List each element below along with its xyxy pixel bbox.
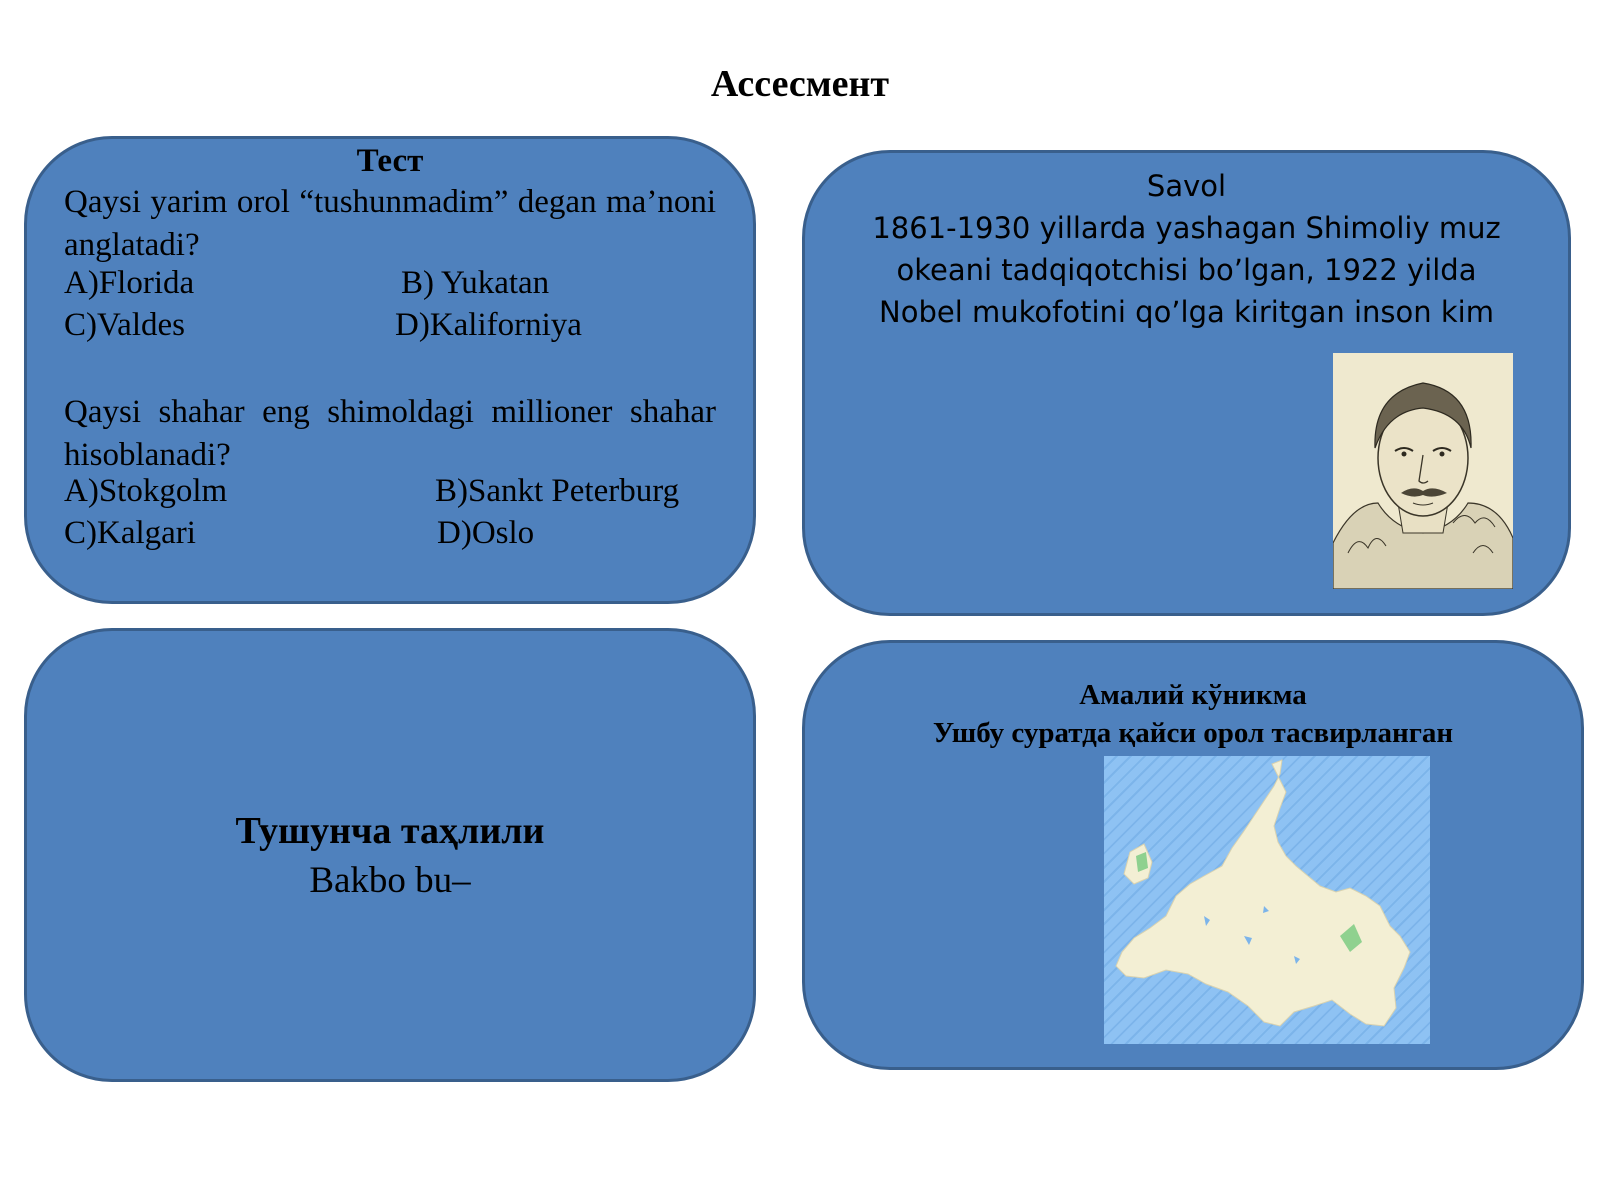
question-2-option-a: A)Stokgolm (64, 473, 228, 509)
question-1 (64, 181, 716, 267)
explorer-portrait-image (1333, 353, 1513, 589)
question-1-option-d: D)Kaliforniya (395, 307, 582, 343)
question-2-option-c: C)Kalgari (64, 515, 196, 551)
question-1-option-a: A)Florida (64, 265, 195, 301)
test-card (24, 136, 756, 604)
savol-heading: Savol (1146, 169, 1227, 203)
question-1-option-b: B) Yukatan (401, 265, 550, 301)
page-title: Ассесмент (710, 63, 890, 105)
savol-line: okeani tadqiqotchisi bo’lgan, 1922 yilda (896, 253, 1477, 287)
test-heading: Тест (356, 143, 424, 179)
savol-line: Nobel mukofotini qo’lga kiritgan inson kim (879, 295, 1494, 329)
question-1-text: Qaysi yarim orol “tushunmadim” degan ma’noni anglatadi? (64, 184, 716, 263)
question-2 (64, 391, 716, 477)
island-map-image (1104, 756, 1430, 1044)
concept-subtitle: Bakbo bu– (309, 860, 471, 901)
savol-text (845, 165, 1528, 333)
question-1-option-c: C)Valdes (64, 307, 185, 343)
skill-title: Амалий кўникма (1079, 679, 1307, 711)
savol-line: 1861-1930 yillarda yashagan Shimoliy muz (872, 211, 1501, 245)
savol-card (802, 150, 1571, 616)
skill-question: Ушбу суратда қайси орол тасвирланган (932, 717, 1454, 749)
question-2-option-d: D)Oslo (437, 515, 535, 551)
question-2-option-b: B)Sankt Peterburg (435, 473, 680, 509)
concept-card (24, 628, 756, 1082)
question-2-text: Qaysi shahar eng shimoldagi millioner shahar hisoblanadi? (64, 394, 716, 473)
skill-card (802, 640, 1584, 1070)
concept-title: Тушунча таҳлили (235, 810, 545, 852)
